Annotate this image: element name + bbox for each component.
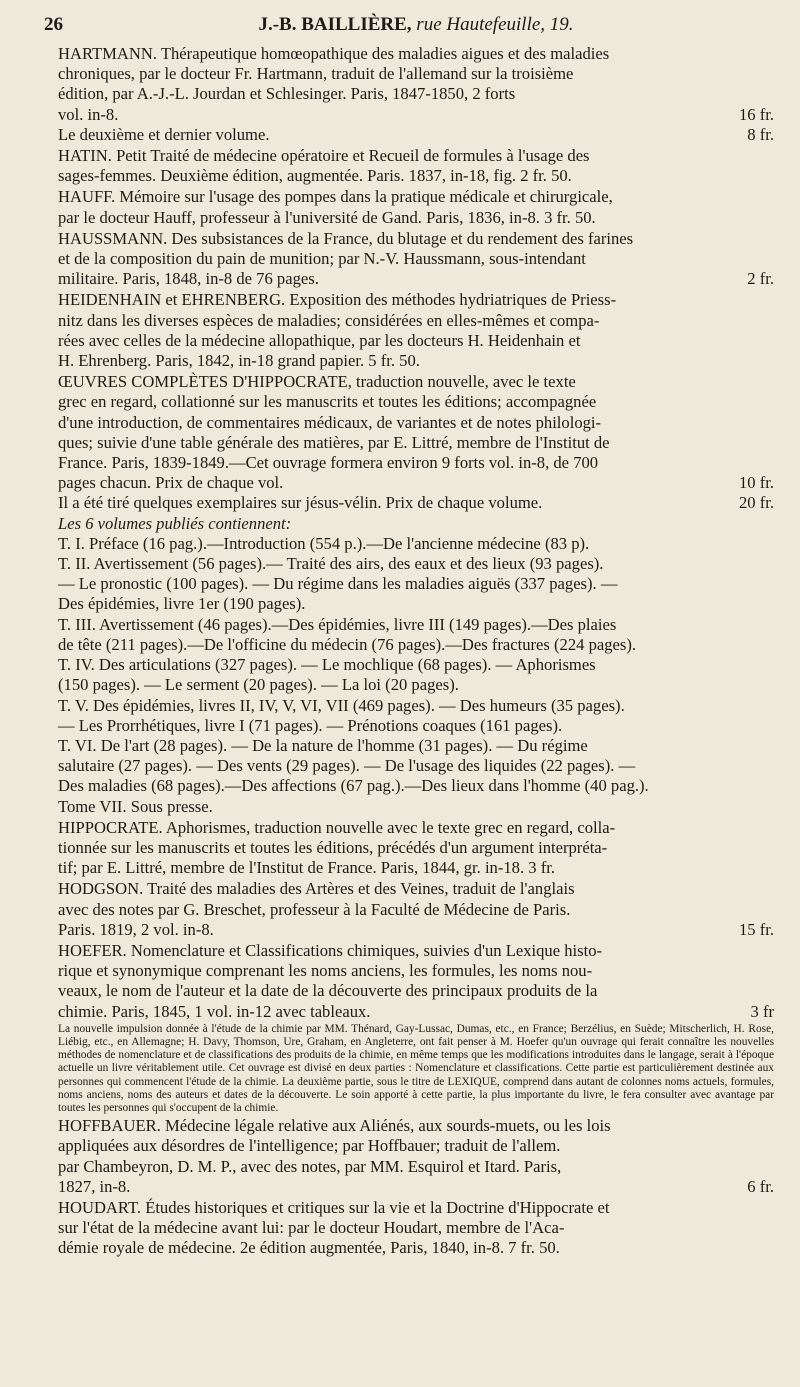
entry-line-text: Paris. 1819, 2 vol. in-8. [58,919,214,939]
entry-line: Des épidémies, livre 1er (190 pages). [58,594,306,614]
entry-line: ques; suivie d'une table générale des matières, par E. Littré, membre de l'Institut de [58,432,610,452]
catalogue-entry-hartmann [58,44,774,145]
entry-line: avec des notes par G. Breschet, professeur à la Faculté de Médecine de Paris. [58,899,571,919]
entry-price: 6 fr. [747,1176,774,1196]
publisher-name: J.-B. BAILLIÈRE, [258,14,412,35]
entry-line: d'une introduction, de commentaires médicaux, de variantes et de notes philologi- [58,412,602,432]
entry-price: 8 fr. [747,124,774,144]
entry-line: appliquées aux désordres de l'intelligence; par Hoffbauer; traduit de l'allem. [58,1136,561,1156]
entry-line: sur l'état de la médecine avant lui: par le docteur Houdart, membre de l'Aca- [58,1218,565,1238]
entry-line: par Chambeyron, D. M. P., avec des notes, par MM. Esquirol et Itard. Paris, [58,1156,562,1176]
catalogue-entry-hatin [58,146,774,186]
entry-line [58,493,774,513]
entry-line: tionnée sur les manuscrits et toutes les éditions, précédés d'un argument interpréta- [58,837,608,857]
entry-line-text: Le deuxième et dernier volume. [58,124,270,144]
entry-line: T. II. Avertissement (56 pages).— Traité des airs, des eaux et des lieux (93 pages). [58,554,604,574]
catalogue-entry-hoefer [58,941,774,1022]
catalogue-entry-heidenhain [58,290,774,371]
catalogue-entry-hauff [58,187,774,227]
entry-line: HEIDENHAIN et EHRENBERG. Exposition des méthodes hydriatriques de Priess- [58,290,617,310]
entry-line: HATIN. Petit Traité de médecine opératoire et Recueil de formules à l'usage des [58,146,590,166]
running-head [58,14,774,36]
entry-line: Tome VII. Sous presse. [58,796,213,816]
entry-line [58,1002,774,1022]
entry-line: de tête (211 pages).—De l'officine du médecin (76 pages).—Des fractures (224 pages). [58,634,637,654]
entry-line: rées avec celles de la médecine allopathique, par les docteurs H. Heidenhain et [58,330,581,350]
entry-line: nitz dans les diverses espèces de maladies; considérées en elles-mêmes et compa- [58,310,600,330]
entry-line: Des maladies (68 pages).—Des affections (67 pag.).—Des lieux dans l'homme (40 pag.). [58,776,649,796]
entry-line: France. Paris, 1839-1849.—Cet ouvrage formera environ 9 forts vol. in-8, de 700 [58,453,599,473]
entry-line [58,920,774,940]
entry-line: (150 pages). — Le serment (20 pages). — La loi (20 pages). [58,675,459,695]
entry-price: 16 fr. [738,104,774,124]
entry-line-text: pages chacun. Prix de chaque vol. [58,473,284,493]
entry-price: 20 fr. [738,493,774,513]
catalogue-entry-haussmann [58,229,774,290]
entry-line: H. Ehrenberg. Paris, 1842, in-18 grand papier. 5 fr. 50. [58,351,420,371]
entry-line-text: chimie. Paris, 1845, 1 vol. in-12 avec tableaux. [58,1001,371,1021]
entry-line: HAUFF. Mémoire sur l'usage des pompes dans la pratique médicale et chirurgicale, [58,187,613,207]
entry-line: T. I. Préface (16 pag.).—Introduction (554 p.).—De l'ancienne médecine (83 p). [58,533,590,553]
entry-line: HIPPOCRATE. Aphorismes, traduction nouvelle avec le texte grec en regard, colla- [58,817,616,837]
entry-line: — Les Prorrhétiques, livre I (71 pages). — Prénotions coaques (161 pages). [58,715,563,735]
hoefer-note: La nouvelle impulsion donnée à l'étude de la chimie par MM. Thénard, Gay-Lussac, Dumas, etc., en France; Berzélius, en Suède; Mitscherlich, H. Rose, Liébig, etc., en Allemagne; H. Davy, Thomson, Ure, Graham, en Angleterre, ont fait penser à M. Hoefer qu'un ouvrage qui ferait connaître les nouvelles méthodes de nomenclature et de classifications des produits de la chimie, en même temps que les modifications introduites dans le langage, serait à l'époque actuelle un livre véritablement utile. Cet ouvrage est divisé en deux parties : Nomenclature et classifications. Cette partie est particulièrement destinée aux personnes qui commencent l'étude de la chimie. La deuxième partie, sous le titre de LEXIQUE, comprend dans autant de colonnes noms actuels, formules, noms anciens, noms des auteurs et dates de la découverte. Le soin apporté à cette partie, la plus importante du livre, le fera consulter avec avantage par toutes les personnes qui s'occupent de la chimie. [58,1022,774,1114]
entry-line: ŒUVRES COMPLÈTES D'HIPPOCRATE, traduction nouvelle, avec le texte [58,372,576,392]
entry-line: sages-femmes. Deuxième édition, augmentée. Paris. 1837, in-18, fig. 2 fr. 50. [58,166,572,186]
entry-line: salutaire (27 pages). — Des vents (29 pages). — De l'usage des liquides (22 pages). — [58,756,636,776]
entry-line: HOUDART. Études historiques et critiques sur la vie et la Doctrine d'Hippocrate et [58,1197,610,1217]
catalogue-entry-hippocrate-aphorismes [58,818,774,879]
entry-line: rique et synonymique comprenant les noms anciens, les formules, les noms nou- [58,961,593,981]
entry-line [58,269,774,289]
entry-line: veaux, le nom de l'auteur et la date de la découverte des principaux produits de la [58,981,598,1001]
entry-line: T. III. Avertissement (46 pages).—Des épidémies, livre III (149 pages).—Des plaies [58,614,617,634]
entry-line: HAUSSMANN. Des subsistances de la France, du blutage et du rendement des farines [58,228,634,248]
entry-price: 3 fr [750,1001,774,1021]
entry-line [58,1177,774,1197]
entry-line: HOFFBAUER. Médecine légale relative aux Aliénés, aux sourds-muets, ou les lois [58,1116,611,1136]
entry-line [58,105,774,125]
catalogue-entry-hodgson [58,879,774,940]
entry-line-text: Il a été tiré quelques exemplaires sur jésus-vélin. Prix de chaque volume. [58,493,543,513]
catalogue-entry-houdart [58,1198,774,1259]
entry-line [58,125,774,145]
entry-price: 2 fr. [747,269,774,289]
entry-line: démie royale de médecine. 2e édition augmentée, Paris, 1840, in-8. 7 fr. 50. [58,1238,560,1258]
entry-line: par le docteur Hauff, professeur à l'université de Gand. Paris, 1836, in-8. 3 fr. 50. [58,207,596,227]
entry-line: Les 6 volumes publiés contiennent: [58,513,292,533]
entry-line: HODGSON. Traité des maladies des Artères et des Veines, traduit de l'anglais [58,879,575,899]
entry-line: T. V. Des épidémies, livres II, IV, V, VI, VII (469 pages). — Des humeurs (35 pages). [58,695,625,715]
entry-line: chroniques, par le docteur Fr. Hartmann, traduit de l'allemand sur la troisième [58,64,574,84]
entry-line-text: vol. in-8. [58,104,119,124]
entry-line: tif; par E. Littré, membre de l'Institut de France. Paris, 1844, gr. in-18. 3 fr. [58,858,556,878]
entry-line-text: militaire. Paris, 1848, in-8 de 76 pages. [58,269,319,289]
publisher-address: rue Hautefeuille, 19. [416,14,574,35]
entry-line: édition, par A.-J.-L. Jourdan et Schlesinger. Paris, 1847-1850, 2 forts [58,84,516,104]
entry-price: 10 fr. [738,473,774,493]
page-header [44,14,774,40]
entry-line-text: 1827, in-8. [58,1176,131,1196]
entry-line: T. VI. De l'art (28 pages). — De la nature de l'homme (31 pages). — Du régime [58,735,588,755]
entry-line: T. IV. Des articulations (327 pages). — Le mochlique (68 pages). — Aphorismes [58,655,596,675]
entry-line: et de la composition du pain de munition; par N.-V. Haussmann, sous-intendant [58,249,586,269]
entry-line: grec en regard, collationné sur les manuscrits et toutes les éditions; accompagnée [58,392,597,412]
catalogue-entry-hoffbauer [58,1116,774,1197]
entry-line: HOEFER. Nomenclature et Classifications chimiques, suivies d'un Lexique histo- [58,940,603,960]
entry-line: — Le pronostic (100 pages). — Du régime dans les maladies aiguës (337 pages). — [58,574,618,594]
page-number: 26 [44,14,63,35]
catalogue-entry-hippocrate-oeuvres [58,372,774,816]
entry-line: HARTMANN. Thérapeutique homœopathique des maladies aigues et des maladies [58,44,610,63]
entry-price: 15 fr. [738,919,774,939]
entry-line [58,473,774,493]
catalogue-page [44,14,774,1260]
